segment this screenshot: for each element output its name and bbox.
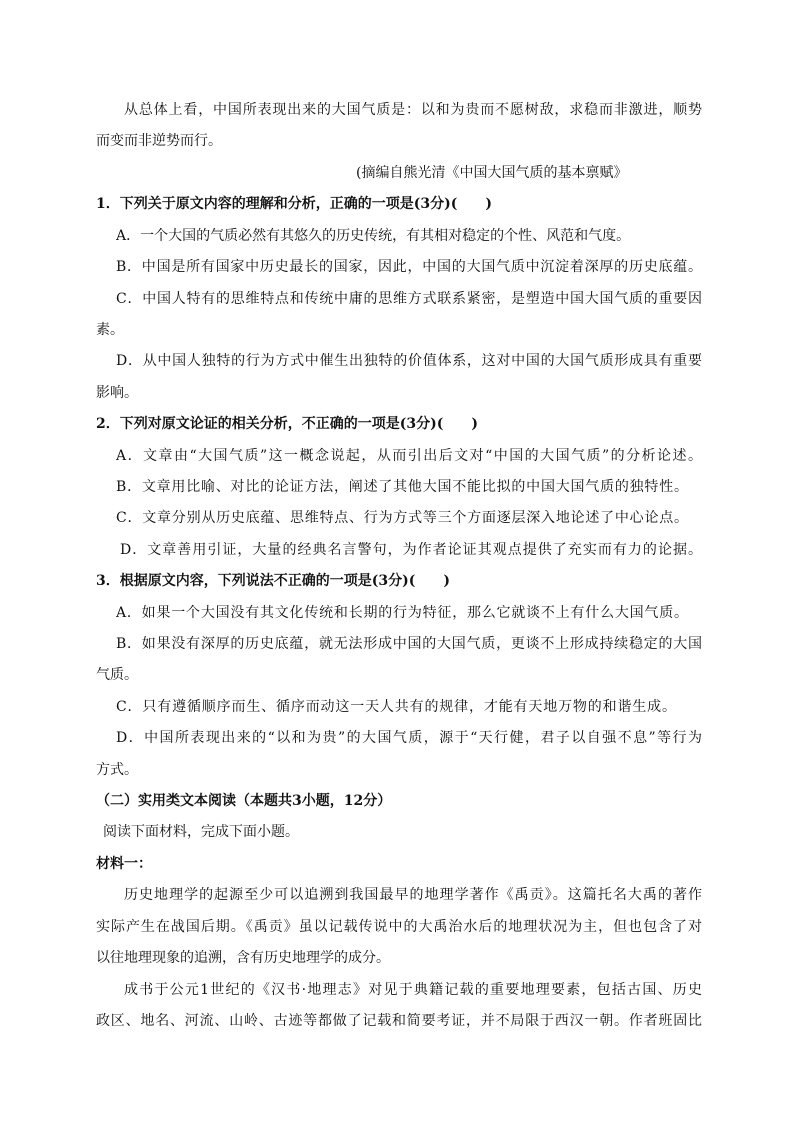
passage-line: 从总体上看，中国所表现出来的大国气质是：以和为贵而不愿树敌，求稳而非激进，顺势 [124, 102, 702, 118]
question-1-option-c: C．中国人特有的思维特点和传统中庸的思维方式联系紧密，是塑造中国大国气质的重要因 [116, 291, 702, 307]
material-label: 材料一： [96, 856, 152, 872]
material-paragraph-line: 以往地理现象的追溯，含有历史地理学的成分。 [96, 950, 390, 966]
question-3-option-c: C．只有遵循顺序而生、循序而动这一天人共有的规律，才能有天地万物的和谐生成。 [116, 699, 676, 715]
section-instruction: 阅读下面材料，完成下面小题。 [103, 824, 299, 840]
source-citation: (摘编自熊光清《中国大国气质的基本禀赋》 [356, 165, 628, 181]
question-2-stem: 2．下列对原文论证的相关分析，不正确的一项是(3分)( ) [96, 416, 478, 432]
section-heading: （二）实用类文本阅读（本题共3小题，12分） [96, 793, 392, 809]
question-3-option-b-cont: 气质。 [96, 667, 138, 683]
question-1-option-d-cont: 影响。 [96, 385, 138, 401]
question-1-option-b: B．中国是所有国家中历史最长的国家，因此，中国的大国气质中沉淀着深厚的历史底蕴。 [116, 259, 702, 275]
material-paragraph-line: 成书于公元1世纪的《汉书·地理志》对见于典籍记载的重要地理要素，包括古国、历史 [124, 982, 702, 998]
question-2-option-d: D．文章善用引证，大量的经典名言警句，为作者论证其观点提供了充实而有力的论据。 [120, 542, 702, 558]
question-3-stem: 3．根据原文内容，下列说法不正确的一项是(3分)( ) [96, 573, 450, 589]
question-3-option-d-cont: 方式。 [96, 762, 138, 778]
question-2-option-a: A．文章由“大国气质”这一概念说起，从而引出后文对“中国的大国气质”的分析论述。 [116, 448, 702, 464]
material-paragraph-line: 历史地理学的起源至少可以追溯到我国最早的地理学著作《禹贡》。这篇托名大禹的著作 [124, 887, 702, 903]
passage-line: 而变而非逆势而行。 [96, 133, 222, 149]
question-3-option-b: B．如果没有深厚的历史底蕴，就无法形成中国的大国气质，更谈不上形成持续稳定的大国 [116, 636, 702, 652]
question-2-option-c: C．文章分别从历史底蕴、思维特点、行为方式等三个方面逐层深入地论述了中心论点。 [116, 510, 688, 526]
question-1-stem: 1．下列关于原文内容的理解和分析，正确的一项是(3分)( ) [96, 196, 492, 212]
question-1-option-a: A．一个大国的气质必然有其悠久的历史传统，有其相对稳定的个性、风范和气度。 [116, 228, 631, 244]
question-2-option-b: B．文章用比喻、对比的论证方法，阐述了其他大国不能比拟的中国大国气质的独特性。 [116, 479, 688, 495]
question-3-option-d: D．中国所表现出来的“以和为贵”的大国气质，源于“天行健，君子以自强不息”等行为 [116, 730, 702, 746]
question-1-option-c-cont: 素。 [96, 322, 124, 338]
question-1-option-d: D．从中国人独特的行为方式中催生出独特的价值体系，这对中国的大国气质形成具有重要 [116, 353, 702, 369]
question-3-option-a: A．如果一个大国没有其文化传统和长期的行为特征，那么它就谈不上有什么大国气质。 [116, 605, 688, 621]
material-paragraph-line: 政区、地名、河流、山岭、古迹等都做了记载和简要考证，并不局限于西汉一朝。作者班固比 [96, 1013, 702, 1029]
material-paragraph-line: 实际产生在战国后期。《禹贡》虽以记载传说中的大禹治水后的地理状况为主，但也包含了对 [96, 919, 702, 935]
